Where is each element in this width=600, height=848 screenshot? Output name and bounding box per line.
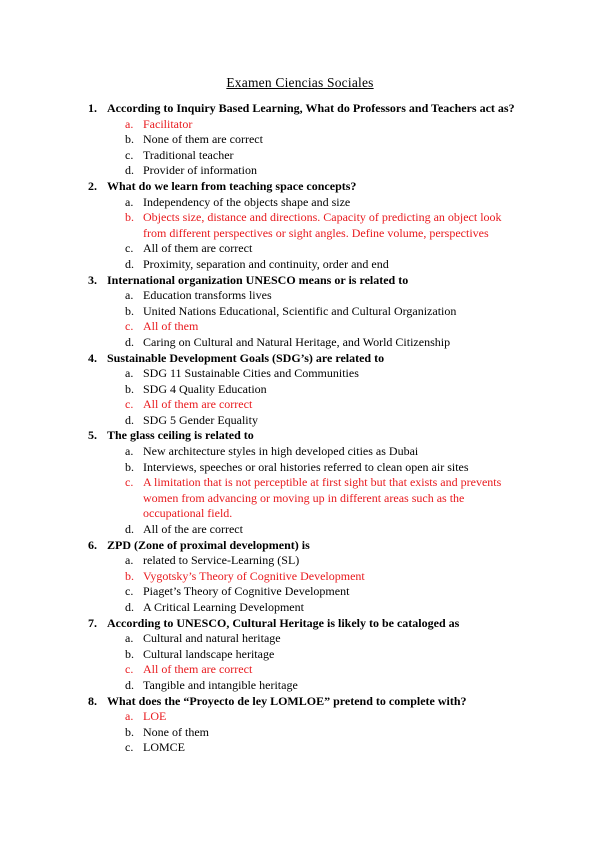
option-item xyxy=(0,647,508,663)
option-letter: d. xyxy=(125,522,134,537)
question-text: ZPD (Zone of proximal development) is xyxy=(107,537,310,552)
option-letter: a. xyxy=(125,116,134,131)
option-letter: b. xyxy=(125,724,134,739)
option-list xyxy=(0,366,600,428)
question-text: International organization UNESCO means or is related to xyxy=(107,272,409,287)
question-item xyxy=(0,351,600,429)
option-text: SDG 5 Gender Equality xyxy=(143,412,258,427)
question-text: What do we learn from teaching space concepts? xyxy=(107,178,357,193)
option-list xyxy=(0,195,600,273)
option-text: Cultural landscape heritage xyxy=(143,646,275,661)
option-text: A Critical Learning Development xyxy=(143,600,304,614)
question-text: According to Inquiry Based Learning, What do Professors and Teachers act as? xyxy=(107,101,515,115)
option-letter: a. xyxy=(125,553,134,568)
option-list xyxy=(0,288,600,350)
option-item xyxy=(0,304,508,320)
option-text: SDG 11 Sustainable Cities and Communities xyxy=(143,366,359,381)
option-item xyxy=(0,148,508,164)
question-item xyxy=(0,101,600,179)
option-item xyxy=(0,382,508,398)
question-number: 2. xyxy=(88,178,97,193)
option-item xyxy=(0,600,508,616)
option-list xyxy=(0,709,600,756)
option-letter: a. xyxy=(125,194,134,209)
option-letter: a. xyxy=(125,288,134,303)
option-letter: d. xyxy=(125,334,134,349)
option-text: Tangible and intangible heritage xyxy=(143,677,298,692)
option-letter: c. xyxy=(125,241,134,256)
option-text: All of them are correct xyxy=(143,662,253,677)
option-item xyxy=(0,257,508,273)
option-item xyxy=(0,740,508,756)
option-letter: b. xyxy=(125,381,134,396)
question-text: The glass ceiling is related to xyxy=(107,428,254,443)
option-letter: b. xyxy=(125,568,134,583)
option-letter: d. xyxy=(125,677,134,692)
question-number: 4. xyxy=(88,350,97,365)
option-text: Vygotsky’s Theory of Cognitive Development xyxy=(143,568,365,583)
option-item xyxy=(0,241,508,257)
option-letter: b. xyxy=(125,132,134,147)
option-letter: a. xyxy=(125,709,134,724)
option-letter: c. xyxy=(125,662,134,677)
question-heading xyxy=(0,428,547,444)
question-number: 6. xyxy=(88,537,97,552)
option-item xyxy=(0,631,508,647)
option-item xyxy=(0,366,508,382)
page-title: Examen Ciencias Sociales xyxy=(226,75,374,90)
option-item xyxy=(0,678,508,694)
option-text: A limitation that is not perceptible at first sight but that exists and prevents women from advancing or moving up in different areas such as the occupational field. xyxy=(143,475,502,521)
option-text: United Nations Educational, Scientific and Cultural Organization xyxy=(143,303,457,318)
option-item xyxy=(0,335,508,351)
option-item xyxy=(0,163,508,179)
option-text: LOE xyxy=(143,709,167,724)
option-item xyxy=(0,725,508,741)
option-letter: a. xyxy=(125,366,134,381)
question-number: 3. xyxy=(88,272,97,287)
option-letter: c. xyxy=(125,584,134,599)
option-item xyxy=(0,288,508,304)
option-text: Provider of information xyxy=(143,163,257,178)
question-text: Sustainable Development Goals (SDG’s) are related to xyxy=(107,350,385,365)
option-item-correct xyxy=(0,397,508,413)
question-heading xyxy=(0,101,547,117)
option-letter: b. xyxy=(125,210,134,225)
option-letter: c. xyxy=(125,475,134,490)
option-text: Interviews, speeches or oral histories referred to clean open air sites xyxy=(143,459,469,474)
option-text: Piaget’s Theory of Cognitive Development xyxy=(143,584,350,599)
option-text: None of them xyxy=(143,724,209,739)
option-letter: d. xyxy=(125,600,134,614)
option-text: Traditional teacher xyxy=(143,147,234,162)
question-text: According to UNESCO, Cultural Heritage is likely to be cataloged as xyxy=(107,615,460,630)
option-text: related to Service-Learning (SL) xyxy=(143,553,300,568)
question-item xyxy=(0,273,600,351)
option-item xyxy=(0,553,508,569)
question-number: 7. xyxy=(88,615,97,630)
question-number: 8. xyxy=(88,693,97,708)
option-item xyxy=(0,460,508,476)
question-heading xyxy=(0,694,547,710)
question-heading xyxy=(0,179,547,195)
option-item-correct xyxy=(0,662,508,678)
question-heading xyxy=(0,538,547,554)
option-list xyxy=(0,444,600,538)
option-text: Cultural and natural heritage xyxy=(143,631,281,646)
question-item xyxy=(0,428,600,537)
option-item-correct xyxy=(0,210,508,241)
option-item-correct xyxy=(0,117,508,133)
option-item xyxy=(0,522,508,538)
option-item xyxy=(0,132,508,148)
option-text: All of them are correct xyxy=(143,397,253,412)
option-letter: a. xyxy=(125,631,134,646)
question-heading xyxy=(0,351,547,367)
option-letter: c. xyxy=(125,397,134,412)
option-text: Proximity, separation and continuity, order and end xyxy=(143,256,389,271)
option-text: SDG 4 Quality Education xyxy=(143,381,267,396)
option-text: None of them are correct xyxy=(143,132,263,147)
question-item xyxy=(0,616,600,694)
option-letter: b. xyxy=(125,459,134,474)
option-letter: c. xyxy=(125,740,134,755)
option-letter: d. xyxy=(125,163,134,178)
option-item-correct xyxy=(0,709,508,725)
question-heading xyxy=(0,616,547,632)
option-text: All of them are correct xyxy=(143,241,253,256)
option-letter: d. xyxy=(125,256,134,271)
option-text: Facilitator xyxy=(143,116,193,131)
option-list xyxy=(0,631,600,693)
option-text: Education transforms lives xyxy=(143,288,272,303)
option-text: All of the are correct xyxy=(143,522,243,537)
question-number: 1. xyxy=(88,101,97,115)
option-text: LOMCE xyxy=(143,740,185,755)
option-text: Objects size, distance and directions. Capacity of predicting an object look from different perspectives or sight angles. Define volume, perspectives xyxy=(143,210,502,240)
question-item xyxy=(0,179,600,273)
option-text: New architecture styles in high developed cities as Dubai xyxy=(143,444,419,459)
question-number: 5. xyxy=(88,428,97,443)
option-text: All of them xyxy=(143,319,199,334)
option-letter: d. xyxy=(125,412,134,427)
option-item xyxy=(0,444,508,460)
question-heading xyxy=(0,273,547,289)
option-item-correct xyxy=(0,569,508,585)
option-item xyxy=(0,584,508,600)
question-item xyxy=(0,694,600,756)
option-list xyxy=(0,117,600,179)
option-letter: c. xyxy=(125,319,134,334)
question-text: What does the “Proyecto de ley LOMLOE” pretend to complete with? xyxy=(107,693,467,708)
option-letter: b. xyxy=(125,646,134,661)
option-letter: a. xyxy=(125,444,134,459)
option-item xyxy=(0,195,508,211)
option-letter: c. xyxy=(125,147,134,162)
option-item-correct xyxy=(0,475,508,522)
option-list xyxy=(0,553,600,615)
question-list xyxy=(0,101,600,756)
option-text: Independency of the objects shape and size xyxy=(143,194,351,209)
option-item-correct xyxy=(0,319,508,335)
option-item xyxy=(0,413,508,429)
option-text: Caring on Cultural and Natural Heritage, and World Citizenship xyxy=(143,334,451,349)
option-letter: b. xyxy=(125,303,134,318)
question-item xyxy=(0,538,600,616)
